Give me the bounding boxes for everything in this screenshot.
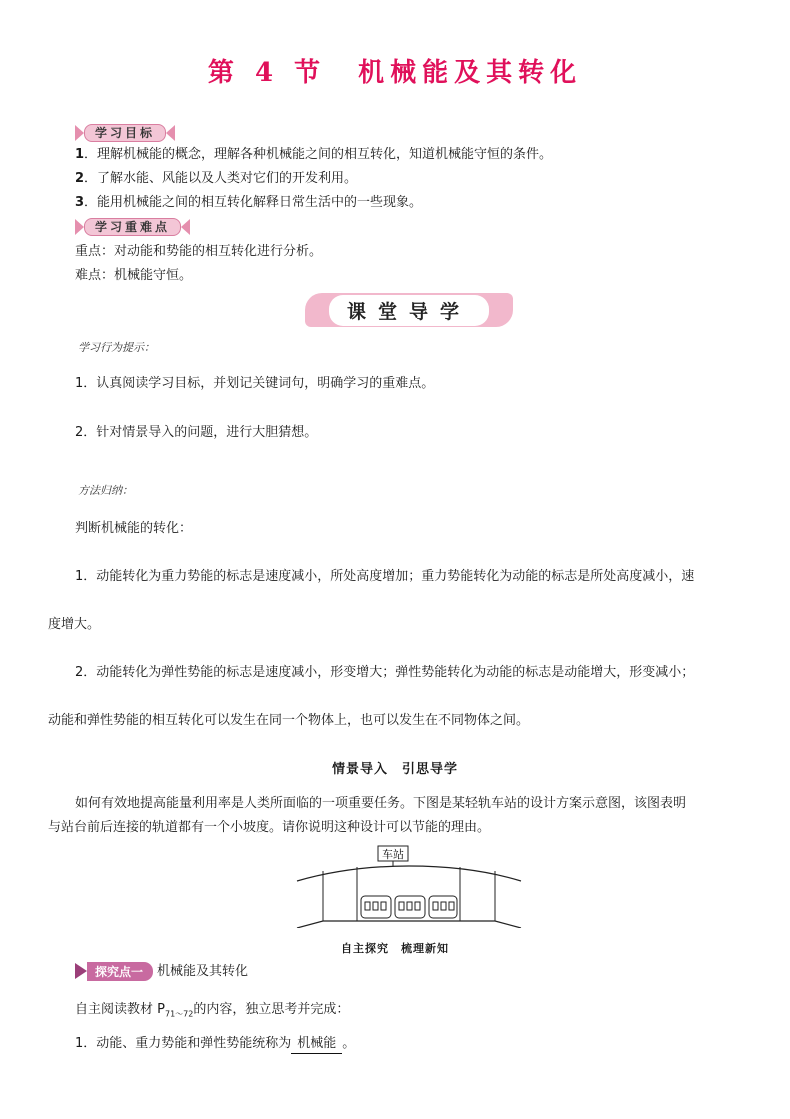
key-point: 重点：对动能和势能的相互转化进行分析。 — [75, 244, 323, 259]
goal-item-1: 1．理解机械能的概念，理解各种机械能之间的相互转化，知道机械能守恒的条件。 — [75, 147, 553, 162]
play-arrow-icon — [75, 963, 87, 979]
method-2-line-1: 2．动能转化为弹性势能的标志是速度减小，形变增大；弹性势能转化为动能的标志是动能增大，形变减小； — [75, 665, 695, 680]
station-diagram — [295, 844, 523, 928]
goal-item-3: 3．能用机械能之间的相互转化解释日常生活中的一些现象。 — [75, 195, 423, 210]
page-title: 第 4 节 机械能及其转化 — [207, 58, 583, 88]
station-label: 车站 — [382, 848, 404, 861]
goals-tag-label: 学习目标 — [84, 124, 166, 142]
goal-item-2: 2．了解水能、风能以及人类对它们的开发利用。 — [75, 171, 358, 186]
tag-arrow-right-icon — [75, 219, 84, 235]
section-banner — [305, 293, 513, 327]
method-intro: 判断机械能的转化： — [75, 521, 193, 536]
behavior-hint-label: 学习行为提示： — [78, 341, 155, 354]
method-label: 方法归纳： — [78, 484, 133, 497]
tag-arrow-left-icon — [166, 125, 175, 141]
difficulty-tag — [75, 218, 190, 236]
behavior-hint-1: 1．认真阅读学习目标，并划记关键词句，明确学习的重难点。 — [75, 376, 435, 391]
question-1-answer: 机械能 — [291, 1035, 342, 1054]
difficulty-tag-label: 学习重难点 — [84, 218, 181, 236]
question-1: 1．动能、重力势能和弹性势能统称为 机械能 。 — [75, 1035, 355, 1054]
explore-point-title: 机械能及其转化 — [157, 963, 249, 979]
train-icon — [361, 896, 457, 918]
scene-paragraph-line-1: 如何有效地提高能量利用率是人类所面临的一项重要任务。下图是某轻轨车站的设计方案示意图，该图表明 — [75, 796, 687, 811]
tag-arrow-left-icon — [181, 219, 190, 235]
scene-heading: 情景导入 引思导学 — [331, 762, 458, 777]
tag-arrow-right-icon — [75, 125, 84, 141]
section-banner-label: 课堂导学 — [329, 295, 489, 326]
hard-point: 难点：机械能守恒。 — [75, 268, 193, 283]
method-1-line-1: 1．动能转化为重力势能的标志是速度减小，所处高度增加；重力势能转化为动能的标志是所处高度减小，速 — [75, 569, 695, 584]
method-2-line-2: 动能和弹性势能的相互转化可以发生在同一个物体上，也可以发生在不同物体之间。 — [48, 713, 530, 728]
reading-instruction: 自主阅读教材 $P_{71\sim 72}$的内容，独立思考并完成： — [75, 1002, 350, 1019]
method-1-line-2: 度增大。 — [48, 617, 101, 632]
goals-tag — [75, 124, 175, 142]
explore-point-header — [75, 962, 248, 981]
behavior-hint-2: 2．针对情景导入的问题，进行大胆猜想。 — [75, 425, 318, 440]
self-study-heading: 自主探究 梳理新知 — [341, 942, 449, 955]
explore-point-tag: 探究点一 — [87, 962, 153, 981]
scene-paragraph-line-2: 与站台前后连接的轨道都有一个小坡度。请你说明这种设计可以节能的理由。 — [48, 820, 491, 835]
